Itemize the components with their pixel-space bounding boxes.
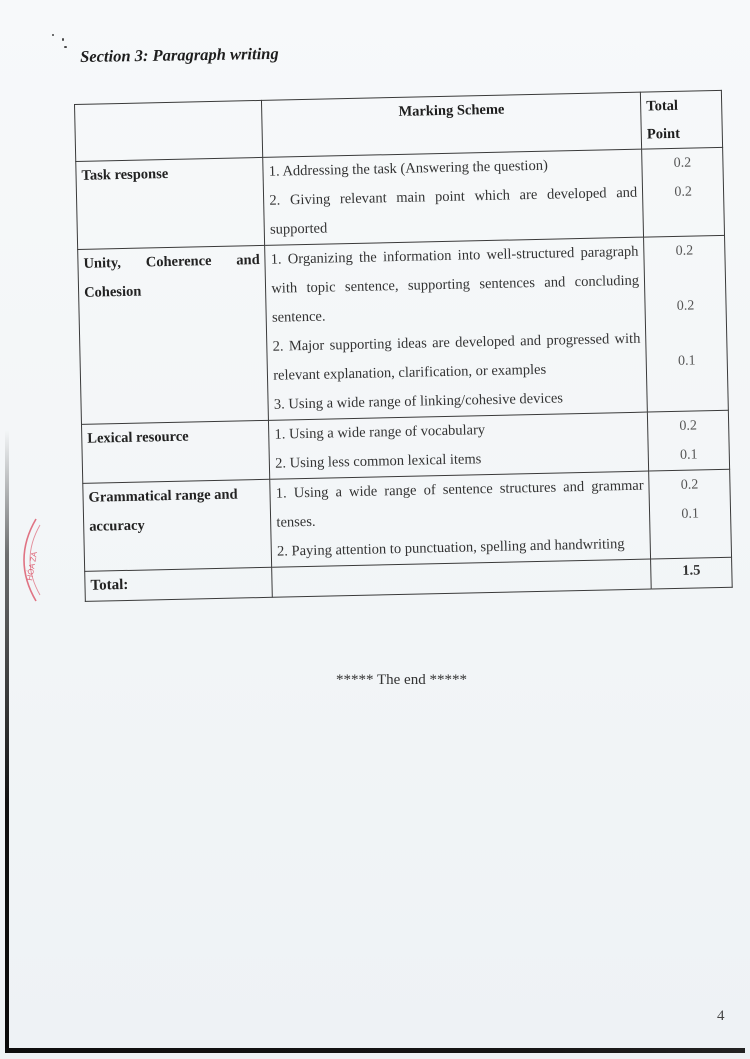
scheme-item: 1. Organizing the information into well-structured paragraph with topic sentence, supporting sentences and concluding sentence. bbox=[270, 243, 640, 326]
scan-speck bbox=[64, 46, 67, 48]
scheme-item: 2. Using less common lexical items bbox=[275, 451, 482, 472]
point-value: 0.2 bbox=[679, 418, 698, 434]
criterion-line: accuracy bbox=[89, 517, 145, 535]
criterion-task-response: Task response bbox=[76, 157, 265, 249]
header-total-point-line1: Total bbox=[646, 97, 679, 115]
points-cell bbox=[649, 469, 732, 559]
criterion-line: Unity, Coherence and bbox=[83, 251, 260, 272]
scheme-item: 1. Using a wide range of vocabulary bbox=[274, 422, 486, 443]
point-value: 0.2 bbox=[675, 243, 694, 259]
marking-scheme-table-container bbox=[74, 90, 733, 602]
points-cell bbox=[642, 147, 725, 237]
header-total-point bbox=[640, 90, 722, 149]
scheme-items bbox=[270, 471, 651, 567]
point-value: 0.2 bbox=[673, 155, 692, 171]
point-value: 0.2 bbox=[674, 184, 693, 200]
scheme-item: 3. Using a wide range of linking/cohesive devices bbox=[273, 390, 564, 413]
point-value: 0.2 bbox=[676, 298, 695, 314]
scan-edge-left bbox=[5, 430, 9, 1052]
table-row bbox=[83, 469, 732, 571]
scheme-item: 2. Major supporting ideas are developed and progressed with relevant explanation, clarification, or examples bbox=[272, 330, 641, 384]
scheme-item: 1. Addressing the task (Answering the question) bbox=[268, 157, 549, 180]
scheme-items bbox=[269, 412, 649, 479]
scan-edge-bottom bbox=[5, 1048, 745, 1053]
scheme-item: 2. Giving relevant main point which are developed and supported bbox=[269, 184, 638, 238]
criterion-unity-coherence-cohesion bbox=[78, 245, 269, 424]
stamp-text: HÓA ZA bbox=[25, 550, 40, 582]
criterion-line: Cohesion bbox=[83, 283, 142, 301]
marking-scheme-table bbox=[74, 90, 733, 602]
scheme-items bbox=[263, 149, 644, 245]
table-row bbox=[78, 235, 729, 424]
total-value: 1.5 bbox=[651, 557, 733, 589]
table-row bbox=[76, 147, 725, 249]
page-number: 4 bbox=[717, 1008, 725, 1024]
header-total-point-line2: Point bbox=[646, 125, 681, 143]
header-marking-scheme: Marking Scheme bbox=[262, 92, 642, 157]
red-stamp-icon bbox=[6, 515, 46, 605]
section-title: Section 3: Paragraph writing bbox=[80, 43, 279, 66]
point-value: 0.2 bbox=[680, 477, 699, 493]
criterion-line: Grammatical range and bbox=[88, 486, 238, 506]
header-criteria bbox=[75, 100, 263, 161]
criterion-grammatical-range-accuracy bbox=[83, 479, 272, 571]
scan-speck bbox=[62, 38, 64, 41]
scheme-item: 2. Paying attention to punctuation, spelling and handwriting bbox=[276, 536, 625, 560]
points-cell bbox=[644, 235, 729, 412]
point-value: 0.1 bbox=[681, 506, 700, 522]
total-label: Total: bbox=[85, 567, 273, 601]
end-marker: ***** The end ***** bbox=[336, 672, 467, 688]
scheme-item: 1. Using a wide range of sentence structures and grammar tenses. bbox=[275, 477, 644, 531]
scheme-items bbox=[265, 237, 648, 420]
criterion-lexical-resource: Lexical resource bbox=[81, 420, 270, 483]
points-cell bbox=[647, 410, 729, 471]
scan-speck bbox=[52, 34, 54, 36]
point-value: 0.1 bbox=[677, 353, 696, 369]
point-value: 0.1 bbox=[679, 447, 698, 463]
